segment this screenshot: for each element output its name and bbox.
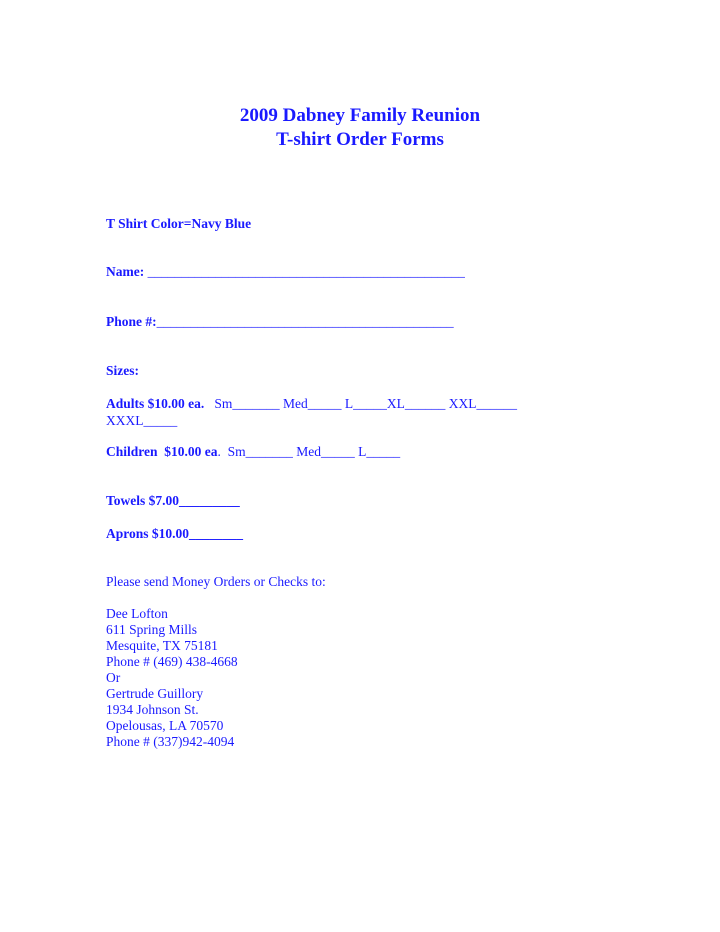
adults-label: Adults $10.00 ea. bbox=[106, 396, 205, 411]
name-blank: _______________________________________________ bbox=[144, 264, 465, 279]
contact-separator: Or bbox=[106, 670, 121, 685]
name-field[interactable] bbox=[106, 263, 465, 280]
shirt-color: T Shirt Color=Navy Blue bbox=[106, 216, 252, 231]
children-row[interactable] bbox=[106, 443, 400, 460]
contact2-street: 1934 Johnson St. bbox=[106, 702, 199, 717]
phone-label: Phone #: bbox=[106, 314, 157, 329]
payment-instruction: Please send Money Orders or Checks to: bbox=[106, 574, 326, 589]
towels-line[interactable]: Towels $7.00_________ bbox=[106, 493, 240, 508]
name-label: Name: bbox=[106, 264, 145, 279]
sizes-label: Sizes: bbox=[106, 363, 139, 378]
children-sizes: . Sm_______ Med_____ L_____ bbox=[217, 444, 401, 459]
contact1-phone: Phone # (469) 438-4668 bbox=[106, 654, 238, 669]
contact2-phone: Phone # (337)942-4094 bbox=[106, 734, 235, 749]
contact2-city: Opelousas, LA 70570 bbox=[106, 718, 224, 733]
title-line-1: 2009 Dabney Family Reunion bbox=[239, 105, 481, 126]
contact2-name: Gertrude Guillory bbox=[106, 686, 204, 701]
contact1-city: Mesquite, TX 75181 bbox=[106, 638, 218, 653]
contact1-name: Dee Lofton bbox=[106, 606, 168, 621]
adults-row[interactable] bbox=[106, 395, 517, 412]
aprons-line[interactable]: Aprons $10.00________ bbox=[106, 526, 244, 541]
contact1-street: 611 Spring Mills bbox=[106, 622, 198, 637]
title-line-2: T-shirt Order Forms bbox=[276, 129, 444, 150]
adults-sizes: Sm_______ Med_____ L_____XL______ XXL______ bbox=[204, 396, 518, 411]
phone-field[interactable] bbox=[106, 313, 454, 330]
children-label: Children $10.00 ea bbox=[106, 444, 218, 459]
adults-sizes-cont[interactable]: XXXL_____ bbox=[106, 413, 178, 428]
phone-blank: ____________________________________________ bbox=[156, 314, 454, 329]
